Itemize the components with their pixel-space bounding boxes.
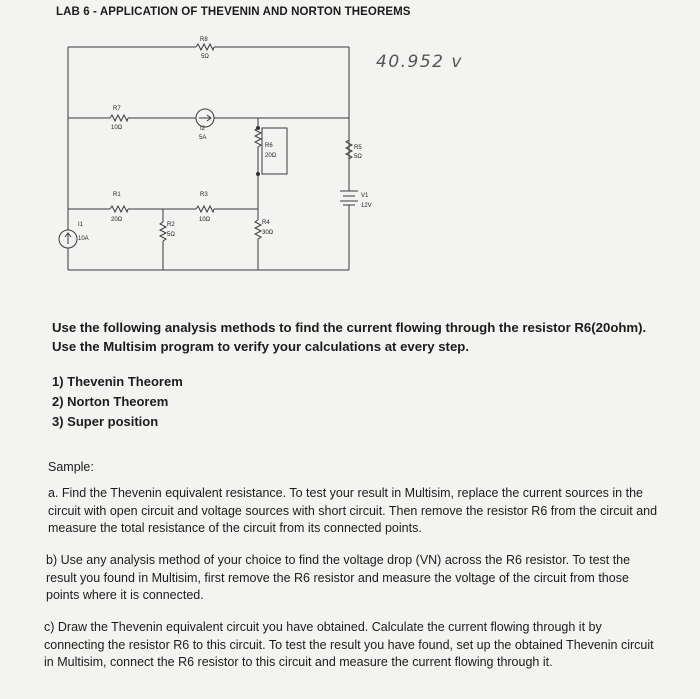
label-i1-value: 10A bbox=[78, 236, 89, 242]
label-v1-value: 12V bbox=[361, 203, 372, 209]
label-r4-name: R4 bbox=[262, 220, 270, 226]
label-i2-name: I2 bbox=[200, 126, 206, 132]
label-r8-value: 5Ω bbox=[201, 54, 209, 60]
resistor-r1 bbox=[110, 206, 128, 212]
handwritten-answer: 40.952 v bbox=[376, 52, 463, 72]
label-r6-value: 20Ω bbox=[265, 153, 277, 159]
sample-heading: Sample: bbox=[48, 460, 94, 474]
label-r1-name: R1 bbox=[113, 192, 121, 198]
paragraph-b: b) Use any analysis method of your choice to find the voltage drop (VN) across the R6 resistor. To test the result you found in Multisim, first remove the R6 resistor and measure the voltage of the circuit from those points where it is connected. bbox=[46, 553, 631, 602]
resistor-r3 bbox=[196, 206, 214, 212]
label-r6-name: R6 bbox=[265, 143, 273, 149]
circuit-diagram bbox=[0, 0, 700, 300]
methods-list bbox=[52, 372, 183, 432]
node-dot-r6-bottom bbox=[256, 172, 260, 176]
label-r7-name: R7 bbox=[113, 106, 121, 112]
label-r3-name: R3 bbox=[200, 192, 208, 198]
paragraph-c: c) Draw the Thevenin equivalent circuit you have obtained. Calculate the current flowing through it by connecting the resistor R6 to this circuit. To test the result you have found, set up the obtained Thevenin circuit in Multisim, connect the R6 resistor to this circuit and measure the current flowing through it. bbox=[44, 620, 654, 669]
label-i2-value: 5A bbox=[199, 135, 207, 141]
method-item-norton: 2) Norton Theorem bbox=[52, 394, 169, 409]
label-r2-name: R2 bbox=[167, 222, 175, 228]
resistor-r2 bbox=[160, 222, 166, 241]
question-text: Use the following analysis methods to find the current flowing through the resistor R6(20ohm). Use the Multisim program to verify your calculations at every step. bbox=[52, 320, 647, 354]
label-r5-name: R5 bbox=[354, 145, 362, 151]
label-r3-value: 10Ω bbox=[199, 217, 211, 223]
r6-box bbox=[262, 128, 287, 174]
method-item-thevenin: 1) Thevenin Theorem bbox=[52, 374, 183, 389]
label-r2-value: 5Ω bbox=[167, 232, 175, 238]
resistor-r6 bbox=[255, 128, 261, 147]
method-item-superposition: 3) Super position bbox=[52, 414, 159, 429]
label-r4-value: 30Ω bbox=[262, 230, 274, 236]
resistor-r7 bbox=[110, 115, 128, 121]
label-i1-name: I1 bbox=[78, 222, 84, 228]
document-title: LAB 6 - APPLICATION OF THEVENIN AND NORTON THEOREMS bbox=[56, 6, 411, 18]
label-r7-value: 10Ω bbox=[111, 125, 123, 131]
label-r5-value: 5Ω bbox=[354, 154, 362, 160]
resistor-r4 bbox=[255, 220, 261, 239]
label-v1-name: V1 bbox=[361, 193, 369, 199]
label-r8-name: R8 bbox=[200, 37, 208, 43]
resistor-r8 bbox=[196, 44, 214, 50]
node-dot-r6-top bbox=[256, 126, 260, 130]
label-r1-value: 20Ω bbox=[111, 217, 123, 223]
paragraph-a: a. Find the Thevenin equivalent resistance. To test your result in Multisim, replace the current sources in the circuit with open circuit and voltage sources with short circuit. Then remove the resistor R6 from the circuit and measure the total resistance of the circuit from its connected points. bbox=[48, 486, 658, 535]
